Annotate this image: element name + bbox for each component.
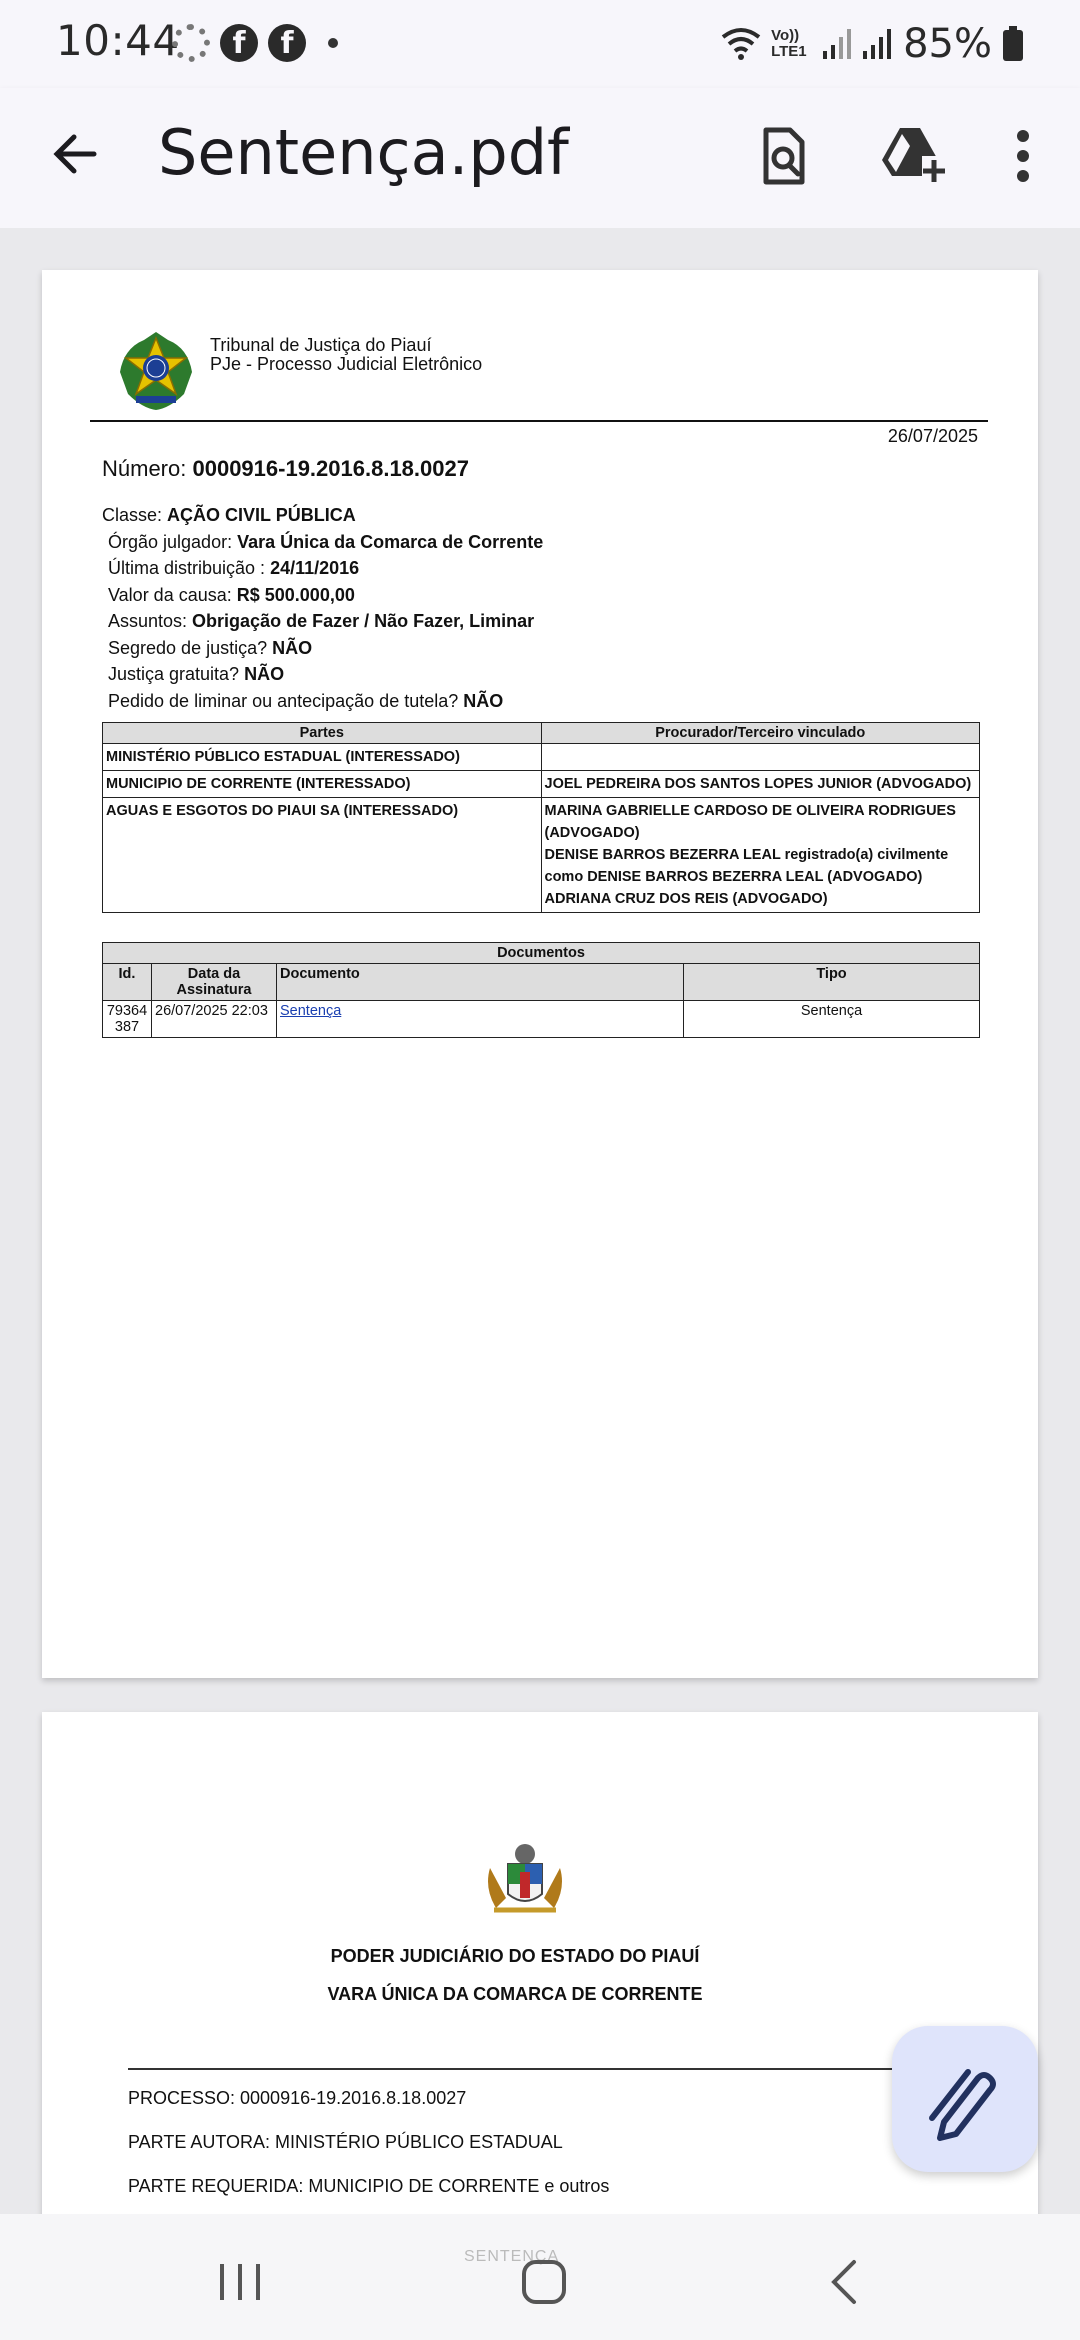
system-name: PJe - Processo Judicial Eletrônico — [210, 354, 483, 374]
field-segredo: Segredo de justiça? NÃO — [108, 637, 313, 658]
field-classe: Classe: AÇÃO CIVIL PÚBLICA — [102, 505, 356, 525]
data-header: Data da Assinatura — [152, 964, 277, 1001]
process-fields — [102, 502, 543, 714]
more-vert-icon[interactable] — [986, 120, 1060, 192]
doc-date: 26/07/2025 22:03 — [152, 1001, 277, 1038]
brasil-coat-of-arms-icon — [114, 328, 198, 412]
document-title: Sentença.pdf — [158, 116, 569, 189]
parte-cell: MUNICIPIO DE CORRENTE (INTERESSADO) — [103, 771, 542, 798]
procurador-cell — [541, 744, 980, 771]
document-date: 26/07/2025 — [887, 426, 978, 446]
parte-autora-line: PARTE AUTORA: MINISTÉRIO PÚBLICO ESTADUAL — [128, 2132, 563, 2152]
tipo-header: Tipo — [684, 964, 980, 1001]
status-bar — [0, 0, 1080, 88]
ghost-page-text: SENTENÇA — [464, 2248, 560, 2265]
procurador-cell: JOEL PEDREIRA DOS SANTOS LOPES JUNIOR (ADVOGADO) — [541, 771, 980, 798]
document-link[interactable]: Sentença — [280, 1003, 342, 1019]
procurador-line: DENISE BARROS BEZERRA LEAL registrado(a) civilmente como DENISE BARROS BEZERRA LEAL (ADVOGADO) — [544, 847, 949, 885]
field-distribuicao: Última distribuição : 24/11/2016 — [108, 558, 360, 578]
doc-id: 79364387 — [103, 1001, 152, 1038]
facebook-icon: f — [220, 24, 258, 62]
status-right — [721, 16, 1024, 72]
parte-cell: MINISTÉRIO PÚBLICO ESTADUAL (INTERESSADO) — [103, 744, 542, 771]
signal-icon — [821, 27, 851, 61]
recents-icon[interactable] — [210, 2252, 270, 2312]
process-number — [102, 456, 469, 482]
table-row — [103, 744, 980, 771]
system-nav-bar — [0, 2214, 1080, 2340]
parte-cell: AGUAS E ESGOTOS DO PIAUI SA (INTERESSADO) — [103, 798, 542, 913]
field-assuntos: Assuntos: Obrigação de Fazer / Não Fazer, Liminar — [108, 611, 535, 631]
table-row — [103, 798, 980, 913]
wifi-icon — [721, 27, 761, 61]
documentos-table — [102, 942, 980, 1038]
arrow-back-icon[interactable] — [46, 124, 106, 184]
home-icon[interactable] — [514, 2252, 574, 2312]
numero-label: Número: — [102, 456, 187, 481]
processo-line: PROCESSO: 0000916-19.2016.8.18.0027 — [128, 2088, 467, 2108]
network-label: Vo)) LTE1 — [771, 27, 807, 60]
field-valor: Valor da causa: R$ 500.000,00 — [108, 584, 355, 605]
signal-icon-2 — [861, 27, 893, 61]
partes-header: Partes — [103, 723, 542, 744]
header-divider — [90, 420, 988, 422]
drive-add-icon[interactable] — [876, 120, 948, 192]
pdf-page-2 — [42, 1712, 1038, 2272]
documentos-title: Documentos — [103, 943, 980, 964]
status-time: 10:44 — [56, 16, 180, 65]
battery-icon — [1002, 26, 1024, 62]
vara-heading: VARA ÚNICA DA COMARCA DE CORRENTE — [327, 1984, 703, 2004]
table-row — [103, 771, 980, 798]
page2-divider — [128, 2068, 938, 2070]
edit-fab-button[interactable] — [892, 2026, 1038, 2172]
pdf-viewer[interactable] — [0, 228, 1080, 2214]
field-orgao: Órgão julgador: Vara Única da Comarca de Corrente — [108, 531, 544, 552]
doc-tipo: Sentença — [684, 1001, 980, 1038]
notification-dot-icon — [328, 38, 338, 48]
doc-link-cell — [277, 1001, 684, 1038]
procurador-header: Procurador/Terceiro vinculado — [541, 723, 980, 744]
field-liminar: Pedido de liminar ou antecipação de tutela? NÃO — [108, 690, 504, 711]
app-bar — [0, 88, 1080, 228]
documento-header: Documento — [277, 964, 684, 1001]
poder-judiciario-heading: PODER JUDICIÁRIO DO ESTADO DO PIAUÍ — [330, 1946, 700, 1966]
back-nav-icon[interactable] — [816, 2252, 876, 2312]
partes-table — [102, 722, 980, 913]
procurador-line: ADRIANA CRUZ DOS REIS (ADVOGADO) — [544, 891, 828, 907]
battery-percent: 85% — [903, 21, 992, 67]
document-search-icon[interactable] — [748, 120, 820, 192]
piaui-coat-of-arms-icon — [480, 1838, 570, 1922]
field-gratuita: Justiça gratuita? NÃO — [108, 664, 285, 684]
edit-pen-icon — [892, 2026, 1038, 2172]
pdf-page-1 — [42, 270, 1038, 1678]
court-name: Tribunal de Justiça do Piauí — [210, 335, 432, 355]
court-header — [210, 336, 482, 374]
id-header: Id. — [103, 964, 152, 1001]
table-row — [103, 1001, 980, 1038]
numero-value: 0000916-19.2016.8.18.0027 — [192, 456, 469, 481]
procurador-cell — [541, 798, 980, 913]
loading-icon — [172, 24, 210, 62]
procurador-line: MARINA GABRIELLE CARDOSO DE OLIVEIRA RODRIGUES (ADVOGADO) — [544, 803, 956, 841]
parte-requerida-line: PARTE REQUERIDA: MUNICIPIO DE CORRENTE e outros — [128, 2176, 610, 2196]
facebook-icon-2: f — [268, 24, 306, 62]
